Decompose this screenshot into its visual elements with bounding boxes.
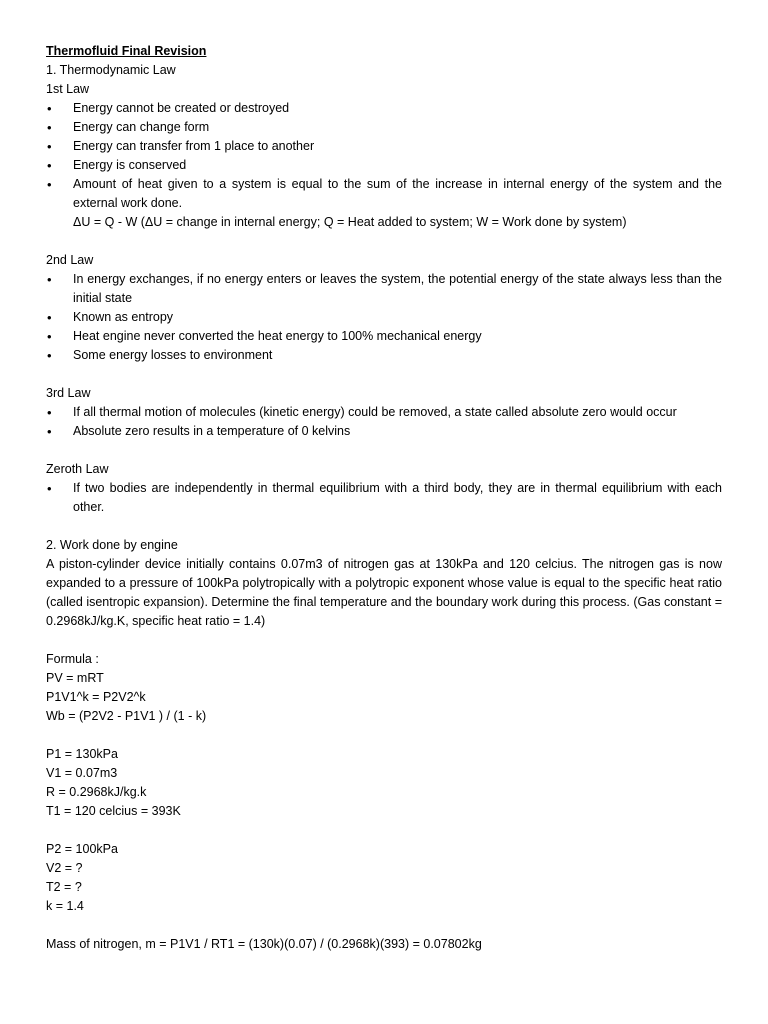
mass-calculation: Mass of nitrogen, m = P1V1 / RT1 = (130k)(0.07) / (0.2968k)(393) = 0.07802kg <box>46 937 482 951</box>
list-item: • Energy cannot be created or destroyed <box>46 99 722 118</box>
state1-p1: P1 = 130kPa <box>46 747 118 761</box>
zeroth-law-list <box>46 479 722 517</box>
state1-r: R = 0.2968kJ/kg.k <box>46 785 147 799</box>
problem-statement: A piston-cylinder device initially contains 0.07m3 of nitrogen gas at 130kPa and 120 celcius. The nitrogen gas is now expanded to a pressure of 100kPa polytropically with a polytropic exponent whose value is equal to the specific heat ratio (called isentropic expansion). Determine the final temperature and the boundary work during this process. (Gas constant = 0.2968kJ/kg.K, specific heat ratio = 1.4) <box>46 557 722 628</box>
law-heading-first: 1st Law <box>46 82 90 96</box>
law-heading-zeroth: Zeroth Law <box>46 462 109 476</box>
document-page <box>46 42 722 954</box>
list-item: • Energy can change form <box>46 118 722 137</box>
state1-t1: T1 = 120 celcius = 393K <box>46 804 181 818</box>
state1-v1: V1 = 0.07m3 <box>46 766 118 780</box>
second-law-list <box>46 270 722 365</box>
first-law-equation: ΔU = Q - W (ΔU = change in internal energy; Q = Heat added to system; W = Work done by system) <box>73 215 627 229</box>
third-law-list <box>46 403 722 441</box>
law-heading-second: 2nd Law <box>46 253 94 267</box>
first-law-list <box>46 99 722 213</box>
list-item: • Heat engine never converted the heat energy to 100% mechanical energy <box>46 327 722 346</box>
formula-boundary-work: Wb = (P2V2 - P1V1 ) / (1 - k) <box>46 709 207 723</box>
section-heading-work-done: 2. Work done by engine <box>46 538 178 552</box>
state2-k: k = 1.4 <box>46 899 84 913</box>
formula-ideal-gas: PV = mRT <box>46 671 104 685</box>
list-item: • Energy is conserved <box>46 156 722 175</box>
formula-polytropic: P1V1^k = P2V2^k <box>46 690 146 704</box>
list-item: • Absolute zero results in a temperature of 0 kelvins <box>46 422 722 441</box>
law-heading-third: 3rd Law <box>46 386 91 400</box>
list-item: • Some energy losses to environment <box>46 346 722 365</box>
state2-v2: V2 = ? <box>46 861 83 875</box>
list-item: • If two bodies are independently in thermal equilibrium with a third body, they are in thermal equilibrium with each other. <box>46 479 722 517</box>
state2-t2: T2 = ? <box>46 880 82 894</box>
list-item: • If all thermal motion of molecules (kinetic energy) could be removed, a state called absolute zero would occur <box>46 403 722 422</box>
formula-heading: Formula : <box>46 652 99 666</box>
list-item: • Amount of heat given to a system is equal to the sum of the increase in internal energy of the system and the external work done. <box>46 175 722 213</box>
list-item: • Known as entropy <box>46 308 722 327</box>
list-item: • Energy can transfer from 1 place to another <box>46 137 722 156</box>
list-item: • In energy exchanges, if no energy enters or leaves the system, the potential energy of the state always less than the initial state <box>46 270 722 308</box>
section-heading-thermodynamic-law: 1. Thermodynamic Law <box>46 63 176 77</box>
document-title: Thermofluid Final Revision <box>46 44 207 58</box>
state2-p2: P2 = 100kPa <box>46 842 118 856</box>
